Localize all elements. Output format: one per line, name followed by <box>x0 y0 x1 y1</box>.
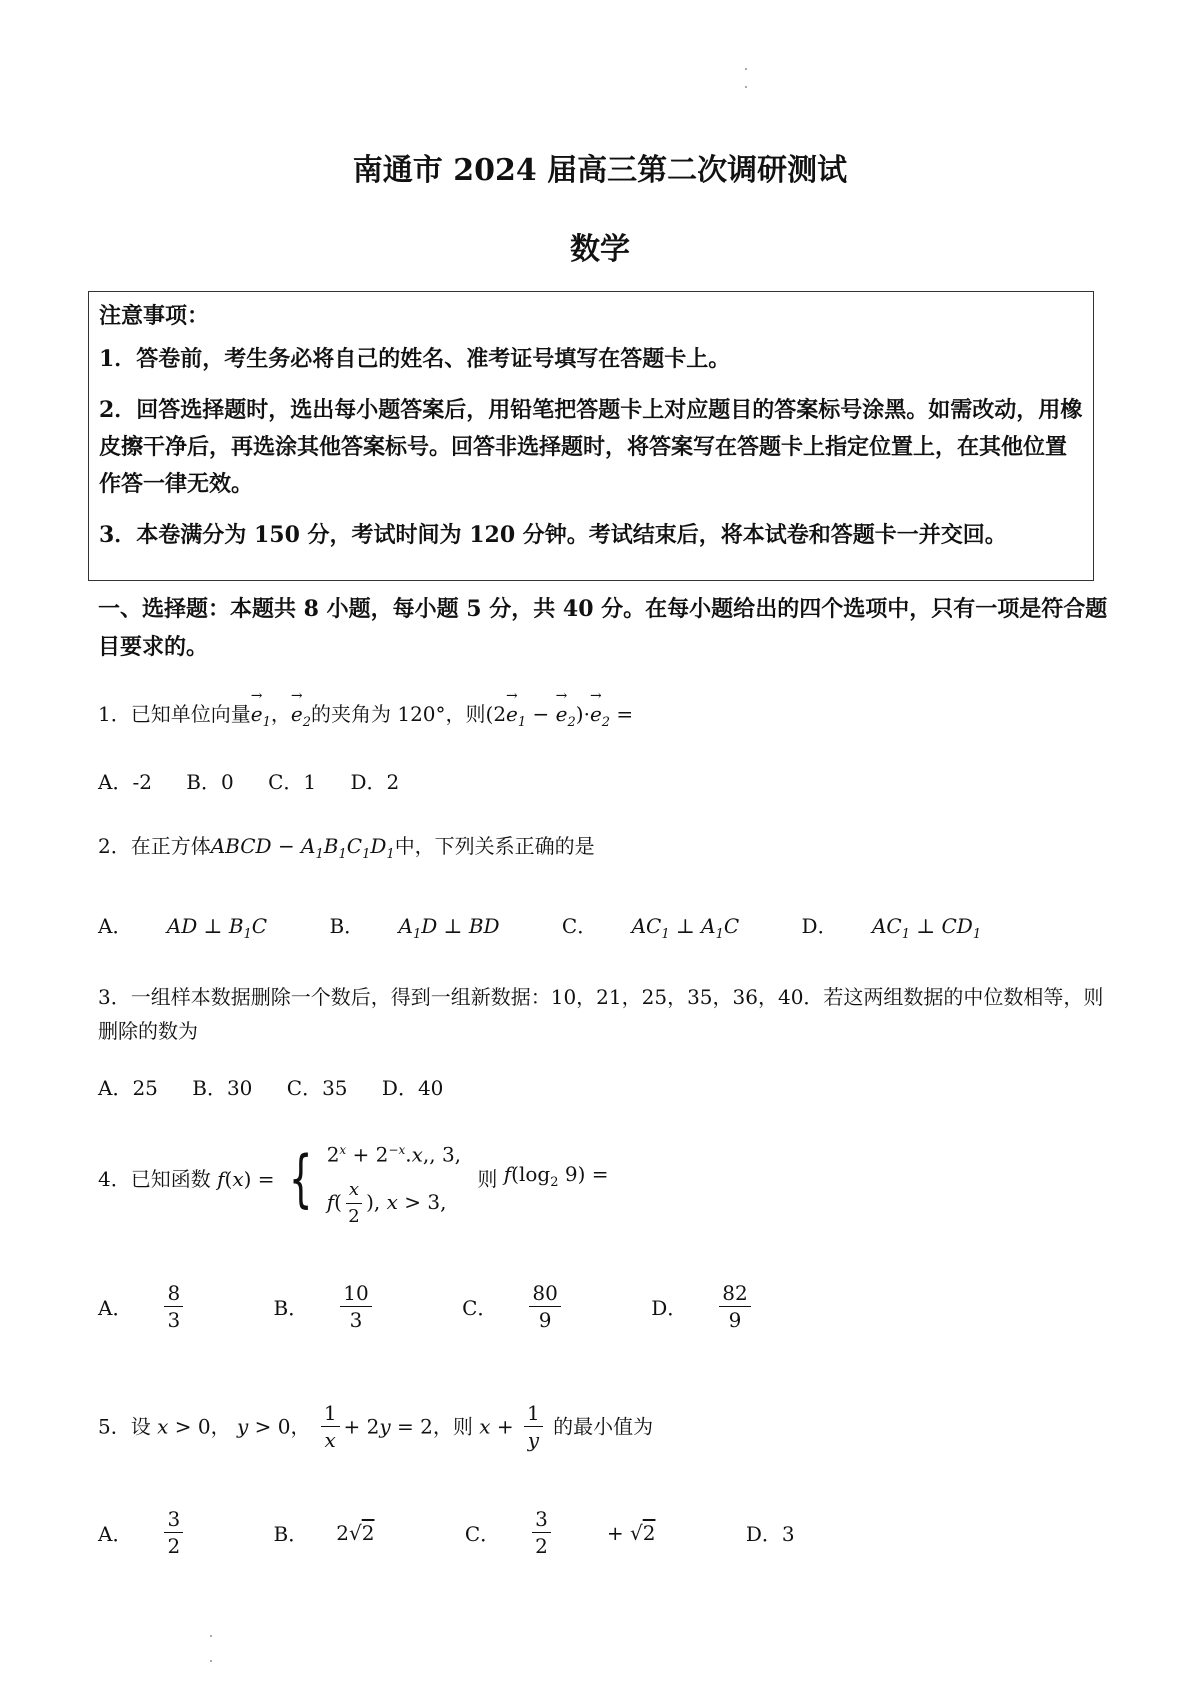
q4-prefix: 4．已知函数 <box>98 1166 211 1191</box>
notice-box <box>88 291 1094 581</box>
notice-item: 2．回答选择题时，选出每小题答案后，用铅笔把答题卡上对应题目的答案标号涂黑。如需改动，用橡皮擦干净后，再选涂其他答案标号。回答非选择题时，将答案写在答题卡上指定位置上，在其他位置作答一律无效。 <box>99 397 1083 497</box>
option-d: D．2 <box>350 770 400 794</box>
option-d: D．40 <box>381 1076 444 1100</box>
question-4: 4．已知函数 f(x) = { $2^x + 2^{-x}.x$,, 3, f( $\frac{x}{2}$ ), x > 3, 则 $f(\log_2$ 9) = <box>98 1128 608 1230</box>
option-a: A． $\frac{8}{3}$ <box>98 1293 239 1317</box>
option-c: C．35 <box>286 1076 348 1100</box>
option-c: C．1 <box>268 770 317 794</box>
option-c: C． $\frac{80}{9}$ <box>462 1293 617 1317</box>
scan-mark <box>745 68 747 70</box>
page-title: 南通市 2024 届高三第二次调研测试 <box>352 153 848 188</box>
option-d: D． $\frac{82}{9}$ <box>651 1293 807 1317</box>
q5-options <box>98 1506 823 1559</box>
notice-heading: 注意事项： <box>99 303 210 329</box>
vector-e1: → $e_1$ <box>251 697 271 740</box>
q4-then: 则 <box>477 1166 498 1191</box>
scan-mark <box>210 1635 212 1637</box>
q5-mid: 的最小值为 <box>553 1414 654 1439</box>
option-a: A．25 <box>98 1076 158 1100</box>
section-heading: 一、选择题：本题共 8 小题，每小题 5 分，共 40 分。在每小题给出的四个选项中，只有一项是符合题目要求的。 <box>98 596 1108 660</box>
vector-e2: → $e_2$ <box>291 697 311 740</box>
question-2: 2．在正方体ABCD − $A_1B_1C_1D_1$中，下列关系正确的是 <box>98 834 595 862</box>
piecewise-cases: $2^x + 2^{-x}.x$,, 3, f( $\frac{x}{2}$ ), x > 3, <box>326 1142 462 1227</box>
option-b: B． $A_1D$ ⊥ BD <box>329 914 500 942</box>
q2-options <box>98 910 1037 942</box>
question-1: 1．已知单位向量→ $e_1$，→ $e_2$的夹角为 120°，则($2\to e_1$ − → $e_2)\cdot\to e_2$ = <box>98 697 633 740</box>
scan-mark <box>745 86 747 88</box>
q2-suffix: 中，下列关系正确的是 <box>394 834 595 858</box>
q4-options <box>98 1280 835 1333</box>
q3-options <box>98 1072 471 1101</box>
option-c: C． $\frac{3}{2}$ + √2 <box>464 1507 656 1558</box>
q2-prefix: 2．在正方体 <box>98 834 211 858</box>
q5-prefix: 5．设 <box>98 1414 151 1439</box>
q1-options <box>98 766 427 795</box>
option-b: B．0 <box>186 770 234 794</box>
question-3: 3．一组样本数据删除一个数后，得到一组新数据：10，21，25，35，36，40．若这两组数据的中位数相等，则删除的数为 <box>98 985 1104 1043</box>
piecewise-brace: { <box>288 1141 313 1215</box>
option-a: A．-2 <box>98 770 152 794</box>
option-d: D．3 <box>745 1522 795 1546</box>
option-d: D． $AC_1$ ⊥ $CD_1$ <box>801 914 982 942</box>
notice-item: 3．本卷满分为 150 分，考试时间为 120 分钟。考试结束后，将本试卷和答题卡一并交回。 <box>99 522 1007 548</box>
option-b: B． $\frac{10}{3}$ <box>274 1293 428 1317</box>
option-b: B．30 <box>192 1076 253 1100</box>
option-c: C． $AC_1$ ⊥ $A_1C$ <box>561 914 740 942</box>
option-b: B． 2√2 <box>273 1520 375 1546</box>
option-a: A． AD ⊥ $B_1C$ <box>98 914 268 942</box>
subject-title: 数学 <box>570 232 630 267</box>
notice-item: 1．答卷前，考生务必将自己的姓名、准考证号填写在答题卡上。 <box>99 346 731 372</box>
q1-prefix: 1．已知单位向量 <box>98 702 251 726</box>
scan-mark <box>210 1660 212 1662</box>
question-5: 5．设 x > 0， y > 0， $\frac{1}{x}$ + 2y = 2，则 x + $\frac{1}{y}$ 的最小值为 <box>98 1401 654 1452</box>
q1-mid: 的夹角为 120°，则 <box>310 702 486 726</box>
option-a: A． $\frac{3}{2}$ <box>98 1519 239 1543</box>
